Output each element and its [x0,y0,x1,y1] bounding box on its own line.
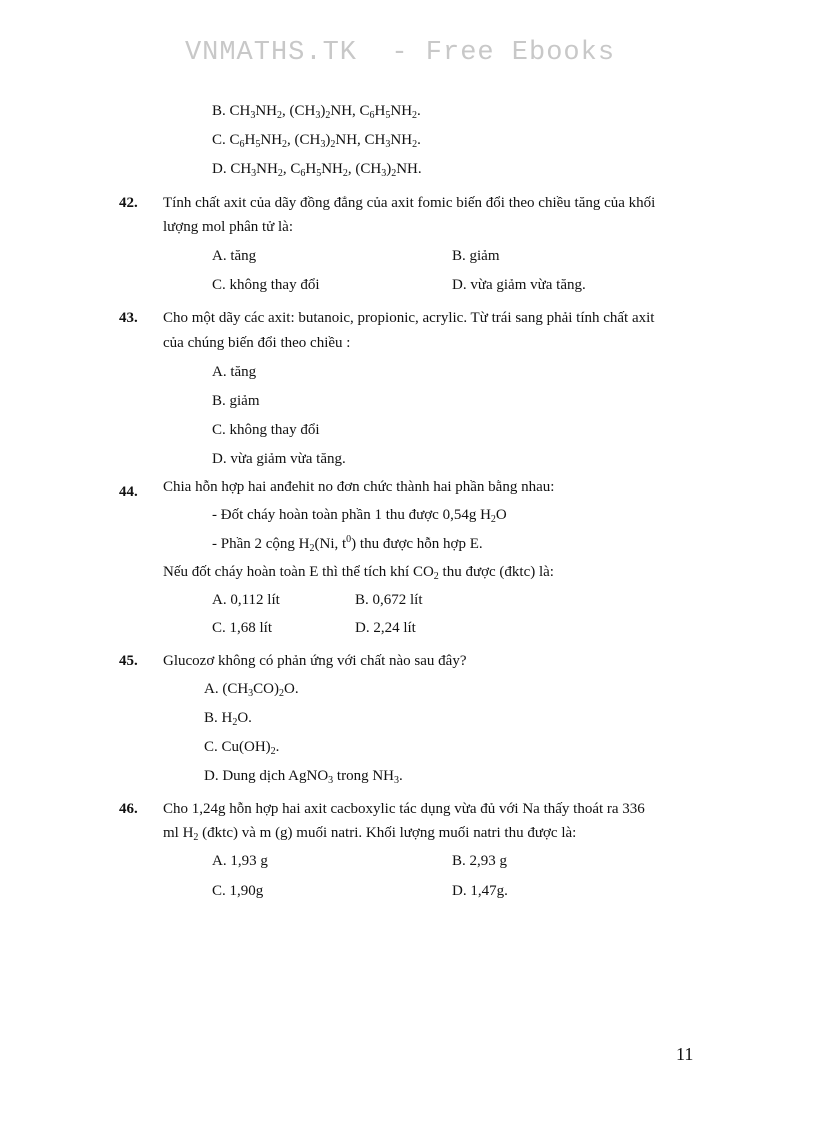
watermark: VNMATHS.TK - Free Ebooks [184,38,616,68]
q43-option-c: C. không thay đổi [212,422,320,438]
q44-text: Chia hỗn hợp hai anđehit no đơn chức thành hai phần bằng nhau: [163,479,555,495]
q43-text-line1: Cho một dãy các axit: butanoic, propionic, acrylic. Từ trái sang phải tính chất axit [163,310,655,326]
q44-option-b: B. 0,672 lít [355,592,423,608]
q46-text-line1: Cho 1,24g hỗn hợp hai axit cacboxylic tác dụng vừa đủ với Na thấy thoát ra 336 [163,801,645,817]
q44-option-d: D. 2,24 lít [355,620,416,636]
q42-text-line1: Tính chất axit của dãy đồng đẳng của axit fomic biến đổi theo chiều tăng của khối [163,195,656,211]
q45-option-d: D. Dung dịch AgNO$_3$ trong $NH_3$. [204,768,403,786]
q42-number: 42. [119,195,138,211]
page-number: 11 [676,1044,694,1064]
q43-option-b: B. giảm [212,393,260,409]
q45-text: Glucozơ không có phản ứng với chất nào sau đây? [163,653,467,669]
q45-option-a: A. $(CH_3CO)_2O$. [204,681,299,699]
q42-option-d: D. vừa giảm vừa tăng. [452,277,586,293]
q45-option-b: B. $H_2O$. [204,710,252,728]
q41-option-b: B. $CH_3NH_2$, $(CH_3)_2NH$, $C_6H_5NH_2$. [212,103,421,121]
q43-number: 43. [119,310,138,326]
q44-question: Nếu đốt cháy hoàn toàn E thì thể tích khí $CO_2$ thu được (đktc) là: [163,564,554,582]
q46-option-a: A. 1,93 g [212,853,268,869]
q44-step2: - Phần 2 cộng $H_2(Ni$, $t^0$) thu được hỗn hợp E. [212,534,483,554]
q46-option-d: D. 1,47g. [452,883,508,899]
q41-option-d: D. $CH_3NH_2$, $C_6H_5NH_2$, $(CH_3)_2NH$. [212,161,422,179]
q42-option-c: C. không thay đổi [212,277,320,293]
q43-option-a: A. tăng [212,364,257,380]
q46-text-line2: ml $H_2$ (đktc) và m (g) muối natri. Khối lượng muối natri thu được là: [163,825,577,843]
q43-text-line2: của chúng biến đổi theo chiều : [163,335,351,351]
q41-option-c: C. $C_6H_5NH_2$, $(CH_3)_2NH$, $CH_3NH_2$. [212,132,421,150]
q44-number: 44. [119,484,138,500]
q45-option-c: C. $Cu(OH)_2$. [204,739,280,757]
q42-text-line2: lượng mol phân tử là: [163,219,294,235]
q46-option-c: C. 1,90g [212,883,264,899]
q42-option-b: B. giảm [452,248,500,264]
q45-number: 45. [119,653,138,669]
q44-option-c: C. 1,68 lít [212,620,273,636]
q42-option-a: A. tăng [212,248,257,264]
q46-option-b: B. 2,93 g [452,853,508,869]
q44-option-a: A. 0,112 lít [212,592,280,608]
q46-number: 46. [119,801,138,817]
q43-option-d: D. vừa giảm vừa tăng. [212,451,346,467]
q44-step1: - Đốt cháy hoàn toàn phần 1 thu được 0,54g $H_2O$ [212,507,507,525]
